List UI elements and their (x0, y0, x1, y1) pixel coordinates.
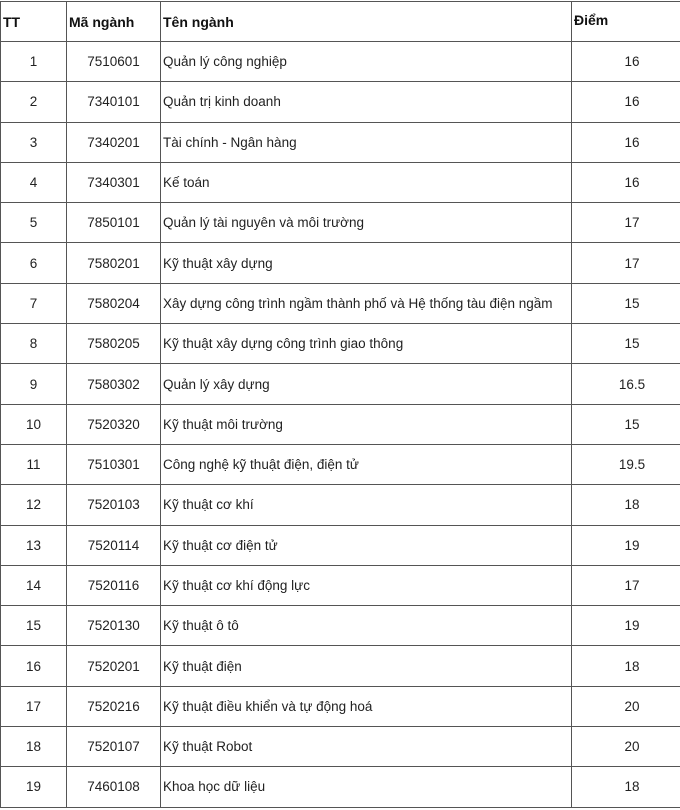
row-index-cell: 3 (1, 122, 67, 162)
row-index-cell: 7 (1, 283, 67, 323)
major-code-cell: 7340301 (67, 162, 161, 202)
row-index-cell: 6 (1, 243, 67, 283)
table-header-row (1, 2, 680, 42)
row-index-cell: 4 (1, 162, 67, 202)
table-row (1, 162, 680, 202)
major-name-cell: Kỹ thuật xây dựng (161, 243, 572, 283)
major-name-cell: Quản lý công nghiệp (161, 42, 572, 82)
score-cell: 16 (572, 162, 680, 202)
score-cell: 18 (572, 767, 680, 807)
major-name-cell: Kỹ thuật cơ điện tử (161, 525, 572, 565)
major-code-cell: 7340201 (67, 122, 161, 162)
major-code-cell: 7520320 (67, 404, 161, 444)
major-code-cell: 7520116 (67, 565, 161, 605)
table-row (1, 485, 680, 525)
score-cell: 20 (572, 686, 680, 726)
major-code-cell: 7850101 (67, 203, 161, 243)
major-name-cell: Kỹ thuật Robot (161, 727, 572, 767)
major-code-cell: 7510601 (67, 42, 161, 82)
table-row (1, 243, 680, 283)
score-cell: 16 (572, 122, 680, 162)
score-cell: 16 (572, 42, 680, 82)
major-name-cell: Kế toán (161, 162, 572, 202)
score-cell: 16 (572, 82, 680, 122)
major-name-cell: Kỹ thuật ô tô (161, 606, 572, 646)
header-name: Tên ngành (161, 2, 572, 42)
score-cell: 19.5 (572, 444, 680, 484)
major-code-cell: 7520114 (67, 525, 161, 565)
table-row (1, 606, 680, 646)
table-row (1, 283, 680, 323)
row-index-cell: 13 (1, 525, 67, 565)
major-code-cell: 7510301 (67, 444, 161, 484)
table-row (1, 565, 680, 605)
row-index-cell: 18 (1, 727, 67, 767)
major-name-cell: Kỹ thuật cơ khí động lực (161, 565, 572, 605)
table-row (1, 203, 680, 243)
table-row (1, 525, 680, 565)
major-code-cell: 7520107 (67, 727, 161, 767)
table-row (1, 767, 680, 807)
row-index-cell: 14 (1, 565, 67, 605)
table-row (1, 686, 680, 726)
score-cell: 16.5 (572, 364, 680, 404)
major-name-cell: Kỹ thuật điện (161, 646, 572, 686)
row-index-cell: 16 (1, 646, 67, 686)
score-cell: 17 (572, 565, 680, 605)
score-cell: 17 (572, 203, 680, 243)
major-code-cell: 7580302 (67, 364, 161, 404)
major-code-cell: 7580205 (67, 324, 161, 364)
major-code-cell: 7520216 (67, 686, 161, 726)
major-name-cell: Quản lý xây dựng (161, 364, 572, 404)
score-cell: 15 (572, 404, 680, 444)
major-code-cell: 7460108 (67, 767, 161, 807)
major-code-cell: 7580204 (67, 283, 161, 323)
score-cell: 20 (572, 727, 680, 767)
score-cell: 17 (572, 243, 680, 283)
major-name-cell: Quản lý tài nguyên và môi trường (161, 203, 572, 243)
row-index-cell: 1 (1, 42, 67, 82)
table-row (1, 82, 680, 122)
major-name-cell: Khoa học dữ liệu (161, 767, 572, 807)
major-name-cell: Kỹ thuật môi trường (161, 404, 572, 444)
row-index-cell: 5 (1, 203, 67, 243)
major-code-cell: 7520103 (67, 485, 161, 525)
score-cell: 19 (572, 606, 680, 646)
row-index-cell: 8 (1, 324, 67, 364)
admission-score-table (0, 1, 680, 808)
score-cell: 18 (572, 485, 680, 525)
table-row (1, 122, 680, 162)
score-cell: 18 (572, 646, 680, 686)
table-row (1, 324, 680, 364)
header-score: Điểm (572, 2, 680, 42)
row-index-cell: 9 (1, 364, 67, 404)
header-tt: TT (1, 2, 67, 42)
row-index-cell: 15 (1, 606, 67, 646)
major-name-cell: Xây dựng công trình ngầm thành phố và Hệ thống tàu điện ngầm (161, 283, 572, 323)
major-code-cell: 7340101 (67, 82, 161, 122)
major-name-cell: Công nghệ kỹ thuật điện, điện tử (161, 444, 572, 484)
row-index-cell: 19 (1, 767, 67, 807)
table-body (1, 42, 680, 808)
score-cell: 15 (572, 283, 680, 323)
table-row (1, 646, 680, 686)
score-cell: 15 (572, 324, 680, 364)
row-index-cell: 12 (1, 485, 67, 525)
row-index-cell: 17 (1, 686, 67, 726)
table-row (1, 404, 680, 444)
major-name-cell: Kỹ thuật điều khiển và tự động hoá (161, 686, 572, 726)
table-row (1, 444, 680, 484)
row-index-cell: 2 (1, 82, 67, 122)
row-index-cell: 10 (1, 404, 67, 444)
major-name-cell: Tài chính - Ngân hàng (161, 122, 572, 162)
major-code-cell: 7520130 (67, 606, 161, 646)
table-row (1, 727, 680, 767)
header-code: Mã ngành (67, 2, 161, 42)
row-index-cell: 11 (1, 444, 67, 484)
score-cell: 19 (572, 525, 680, 565)
major-name-cell: Quản trị kinh doanh (161, 82, 572, 122)
major-code-cell: 7520201 (67, 646, 161, 686)
table-row (1, 364, 680, 404)
major-name-cell: Kỹ thuật cơ khí (161, 485, 572, 525)
major-name-cell: Kỹ thuật xây dựng công trình giao thông (161, 324, 572, 364)
table-row (1, 42, 680, 82)
major-code-cell: 7580201 (67, 243, 161, 283)
